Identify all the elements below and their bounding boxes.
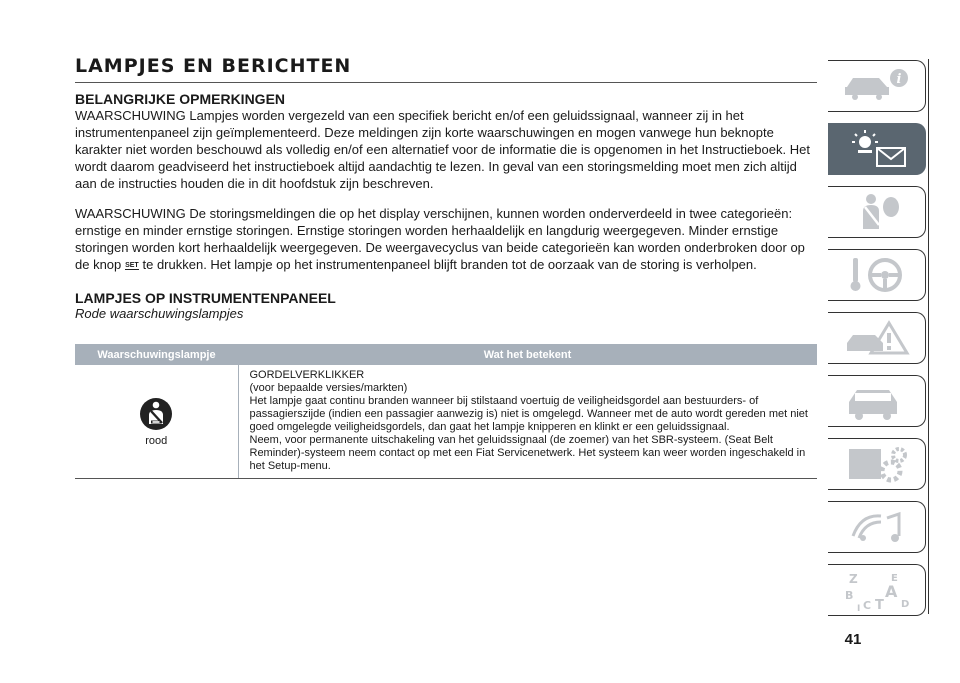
tab-index[interactable] bbox=[828, 564, 926, 616]
tab-technical-data[interactable] bbox=[828, 438, 926, 490]
tab-safety[interactable] bbox=[828, 186, 926, 238]
col-header-meaning: Wat het betekent bbox=[238, 344, 817, 365]
subtitle-red-lamps: Rode waarschuwingslampjes bbox=[75, 306, 244, 321]
index-letter-i: I bbox=[856, 604, 860, 611]
lamp-cell bbox=[75, 365, 238, 479]
page-number: 41 bbox=[844, 631, 862, 648]
alphabetical-index-icon bbox=[841, 569, 913, 611]
table-header-row bbox=[75, 344, 817, 365]
index-letter-d: D bbox=[900, 599, 909, 610]
multimedia-icon bbox=[841, 506, 913, 548]
meaning-cell bbox=[238, 365, 817, 479]
lamp-description-2: Neem, voor permanente uitschakeling van het geluidssignaal (de zoemer) van het SBR-systeem. (Seat Belt Reminder)-systeem neem contact op met een Fiat Servicenetwerk. Het systeem kan weer worden ingeschakeld in het Setup-menu. bbox=[249, 434, 806, 472]
index-letter-e: E bbox=[890, 573, 898, 584]
table-row bbox=[75, 365, 817, 479]
technical-data-gear-icon bbox=[841, 443, 913, 485]
col-header-lamp: Waarschuwingslampje bbox=[75, 344, 238, 365]
tab-car-info[interactable] bbox=[828, 60, 926, 112]
index-letter-t: T bbox=[874, 598, 884, 611]
set-button-icon: SET bbox=[125, 262, 139, 269]
warning-paragraph-2 bbox=[75, 205, 817, 273]
airbag-safety-icon bbox=[841, 191, 913, 233]
index-letter-c: C bbox=[862, 599, 871, 611]
index-letter-b: B bbox=[844, 589, 853, 602]
breakdown-emergency-icon bbox=[841, 317, 913, 359]
car-info-icon bbox=[841, 65, 913, 107]
heading-important-notes: BELANGRIJKE OPMERKINGEN bbox=[75, 91, 286, 107]
warning-lamp-table bbox=[75, 344, 817, 479]
subheading-instrument-lamps: LAMPJES OP INSTRUMENTENPANEEL bbox=[75, 290, 336, 306]
index-letter-a: A bbox=[884, 582, 897, 601]
tab-warning-lights[interactable] bbox=[828, 123, 926, 175]
warning-paragraph-1: WAARSCHUWING Lampjes worden vergezeld van een specifiek bericht en/of een geluidssignaal, wanneer zij in het instrumentenpaneel zijn geïmplementeerd. Deze meldingen zijn korte waarschuwingen en mogen vanwege hun beknopte karakter niet worden beschouwd als volledig en/of een alternatief voor de informatie die is opgenomen in het Instructieboek. Het wordt daarom geadviseerd het instructieboek altijd aandachtig te lezen. In geval van een storingsmelding moet men zich altijd aan de instructies houden die in dit hoofdstuk zijn beschreven. bbox=[75, 108, 810, 191]
tab-multimedia[interactable] bbox=[828, 501, 926, 553]
warning-paragraph-2-part2: te drukken. Het lampje op het instrumentenpaneel blijft branden tot de oorzaak van de storing is verholpen. bbox=[138, 257, 757, 272]
index-letter-z: Z bbox=[848, 572, 858, 586]
lamp-color-label: rood bbox=[145, 434, 168, 447]
tab-maintenance[interactable] bbox=[828, 375, 926, 427]
page-content bbox=[75, 56, 817, 479]
tab-emergency[interactable] bbox=[828, 312, 926, 364]
warning-paragraph-2-part1: WAARSCHUWING De storingsmeldingen die op het display verschijnen, kunnen worden onderverdeeld in twee categorieën: ernstige en minder ernstige storingen. Ernstige storingen worden herhaaldelijk en langdurig weergegeven. Minder ernstige storingen worden kort herhaaldelijk weergegeven. De weergavecyclus van beide categorieën kan worden onderbroken door op de knop bbox=[75, 206, 805, 272]
svg-text:i: i bbox=[896, 72, 901, 87]
car-maintenance-icon bbox=[841, 380, 913, 422]
lamp-note: (voor bepaalde versies/markten) bbox=[249, 382, 408, 394]
tab-divider-line bbox=[928, 59, 929, 614]
warning-light-message-icon bbox=[841, 128, 913, 170]
lamp-description-1: Het lampje gaat continu branden wanneer bij stilstaand voertuig de veiligheidsgordel aan bestuurders- of passagierszijde (indien een passagier aanwezig is) niet is omgelegd. Wanneer met de auto wordt gereden met niet goed omgelegde veiligheidsgordels, dan gaat het lampje knipperen en klinkt er een geluidssignaal. bbox=[249, 395, 808, 433]
section-title: LAMPJES EN BERICHTEN bbox=[75, 56, 817, 83]
chapter-tabs bbox=[828, 60, 928, 627]
lamp-title: GORDELVERKLIKKER bbox=[249, 369, 365, 381]
key-steering-wheel-icon bbox=[841, 254, 913, 296]
tab-starting-driving[interactable] bbox=[828, 249, 926, 301]
seatbelt-warning-icon bbox=[139, 397, 173, 435]
